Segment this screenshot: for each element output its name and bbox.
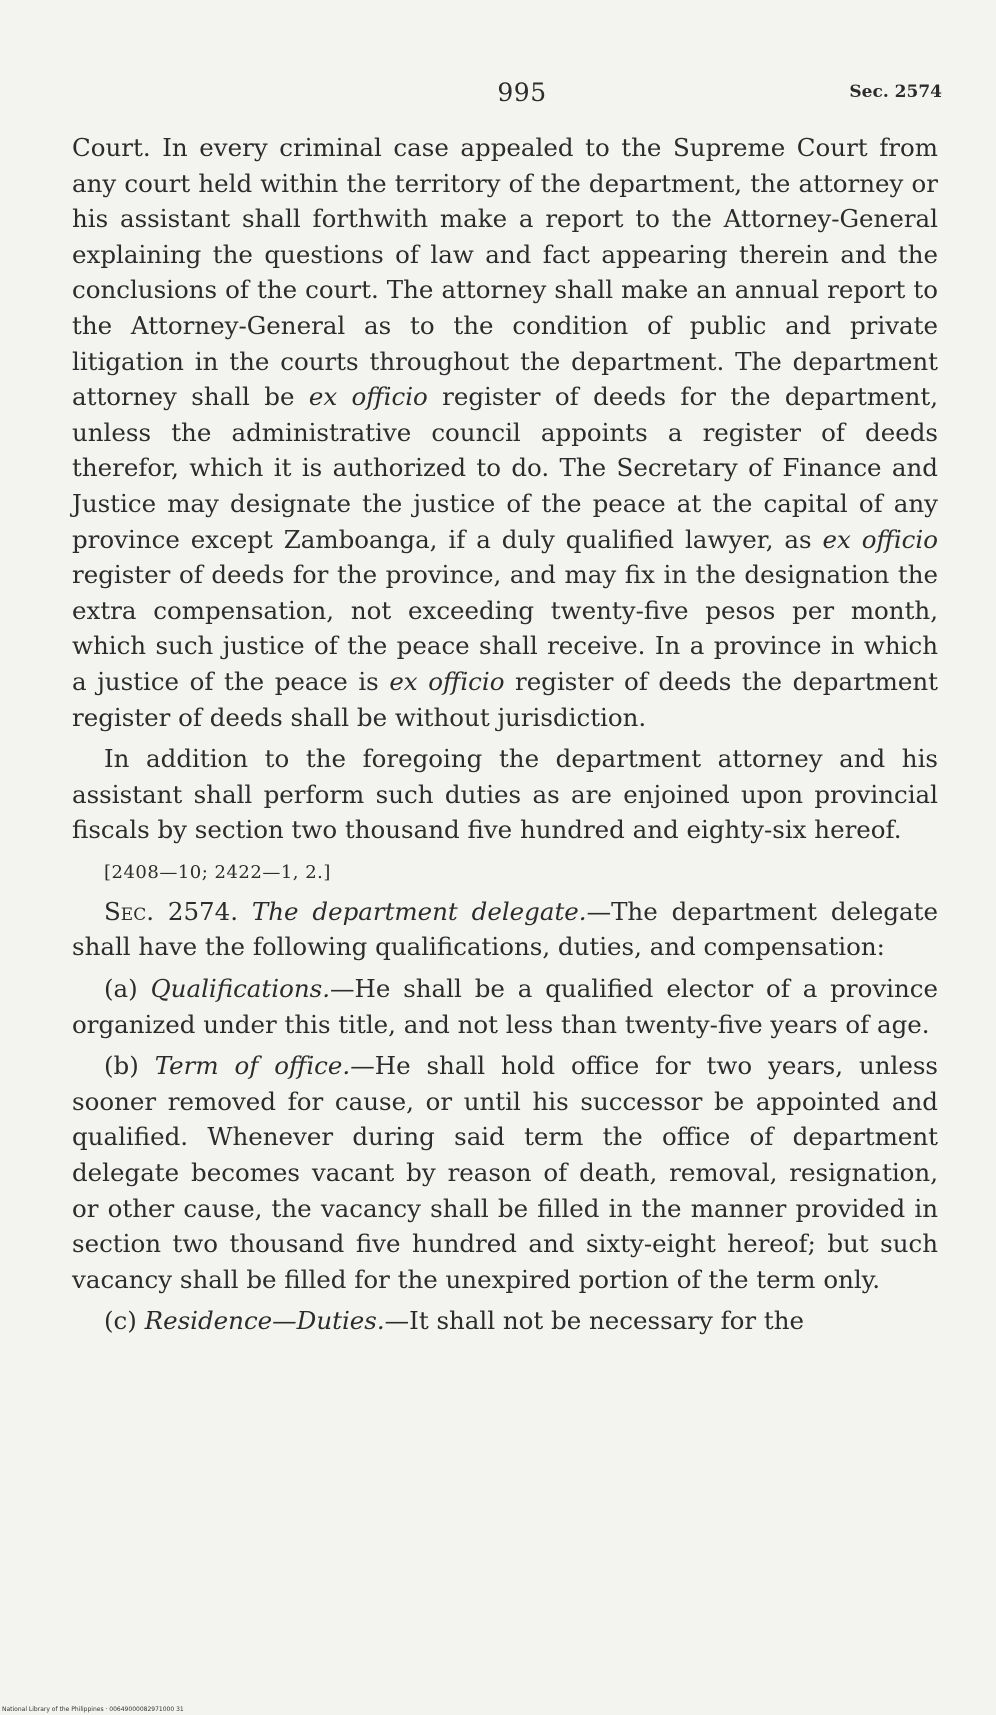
subsection-title: Qualifications. [150, 974, 330, 1004]
subsection-a-qualifications: (a) Qualifications.—He shall be a qualified elector of a province organized under this title, and not less than twenty-five years of age. [72, 974, 938, 1039]
subsection-c-residence-duties: (c) Residence—Duties.—It shall not be necessary for the [104, 1306, 805, 1336]
legal-citation: [2408—10; 2422—1, 2.] [104, 861, 331, 883]
subsection-title: Term of office. [154, 1051, 351, 1081]
paragraph-attorney-duties: Court. In every criminal case appealed to the Supreme Court from any court held within the territory of the department, the attorney or his assistant shall forthwith make a report to the Attorney-General explaining the questions of law and fact appearing therein and the conclusions of the court. The attorney shall make an annual report to the Attorney-General as to the condition of public and private litigation in the courts throughout the department. The department attorney shall be ex officio register of deeds for the department, unless the administrative council appoints a register of deeds therefor, which it is authorized to do. The Secretary of Finance and Justice may designate the justice of the peace at the capital of any province except Zamboanga, if a duly qualified lawyer, as ex officio register of deeds for the province, and may fix in the designation the extra compensation, not exceeding twenty-five pesos per month, which such justice of the peace shall receive. In a province in which a justice of the peace is ex officio register of deeds the department register of deeds shall be without jurisdiction. [72, 133, 939, 732]
section-2574-heading: Sec. 2574. The department delegate.—The department delegate shall have the following qualifications, duties, and compensation: [72, 896, 938, 962]
page-header [72, 78, 942, 114]
paragraph-additional-duties: In addition to the foregoing the department attorney and his assistant shall perform such duties as are enjoined upon provincial fiscals by section two thousand five hundred and eighty-six hereof. [72, 744, 938, 845]
latin-term: ex officio [389, 666, 505, 696]
subsection-title: Residence—Duties. [144, 1306, 385, 1336]
latin-term: ex officio [822, 524, 938, 554]
section-label: Sec. [104, 896, 154, 926]
scan-identifier: National Library of the Philippines · 00649000082971000 31 [2, 1706, 184, 1713]
section-number: 2574. [154, 896, 252, 926]
page-number: 995 [497, 78, 547, 107]
body-text [72, 130, 938, 1339]
latin-term: ex officio [308, 382, 428, 412]
running-section-reference: Sec. 2574 [849, 82, 942, 102]
subsection-b-term-of-office: (b) Term of office.—He shall hold office for two years, unless sooner removed for cause, or until his successor be appointed and qualified. Whenever during said term the office of department delegate becomes vacant by reason of death, removal, resignation, or other cause, the vacancy shall be filled in the manner provided in section two thousand five hundred and sixty-eight hereof; but such vacancy shall be filled for the unexpired portion of the term only. [72, 1051, 938, 1294]
section-title: The department delegate. [251, 896, 587, 926]
